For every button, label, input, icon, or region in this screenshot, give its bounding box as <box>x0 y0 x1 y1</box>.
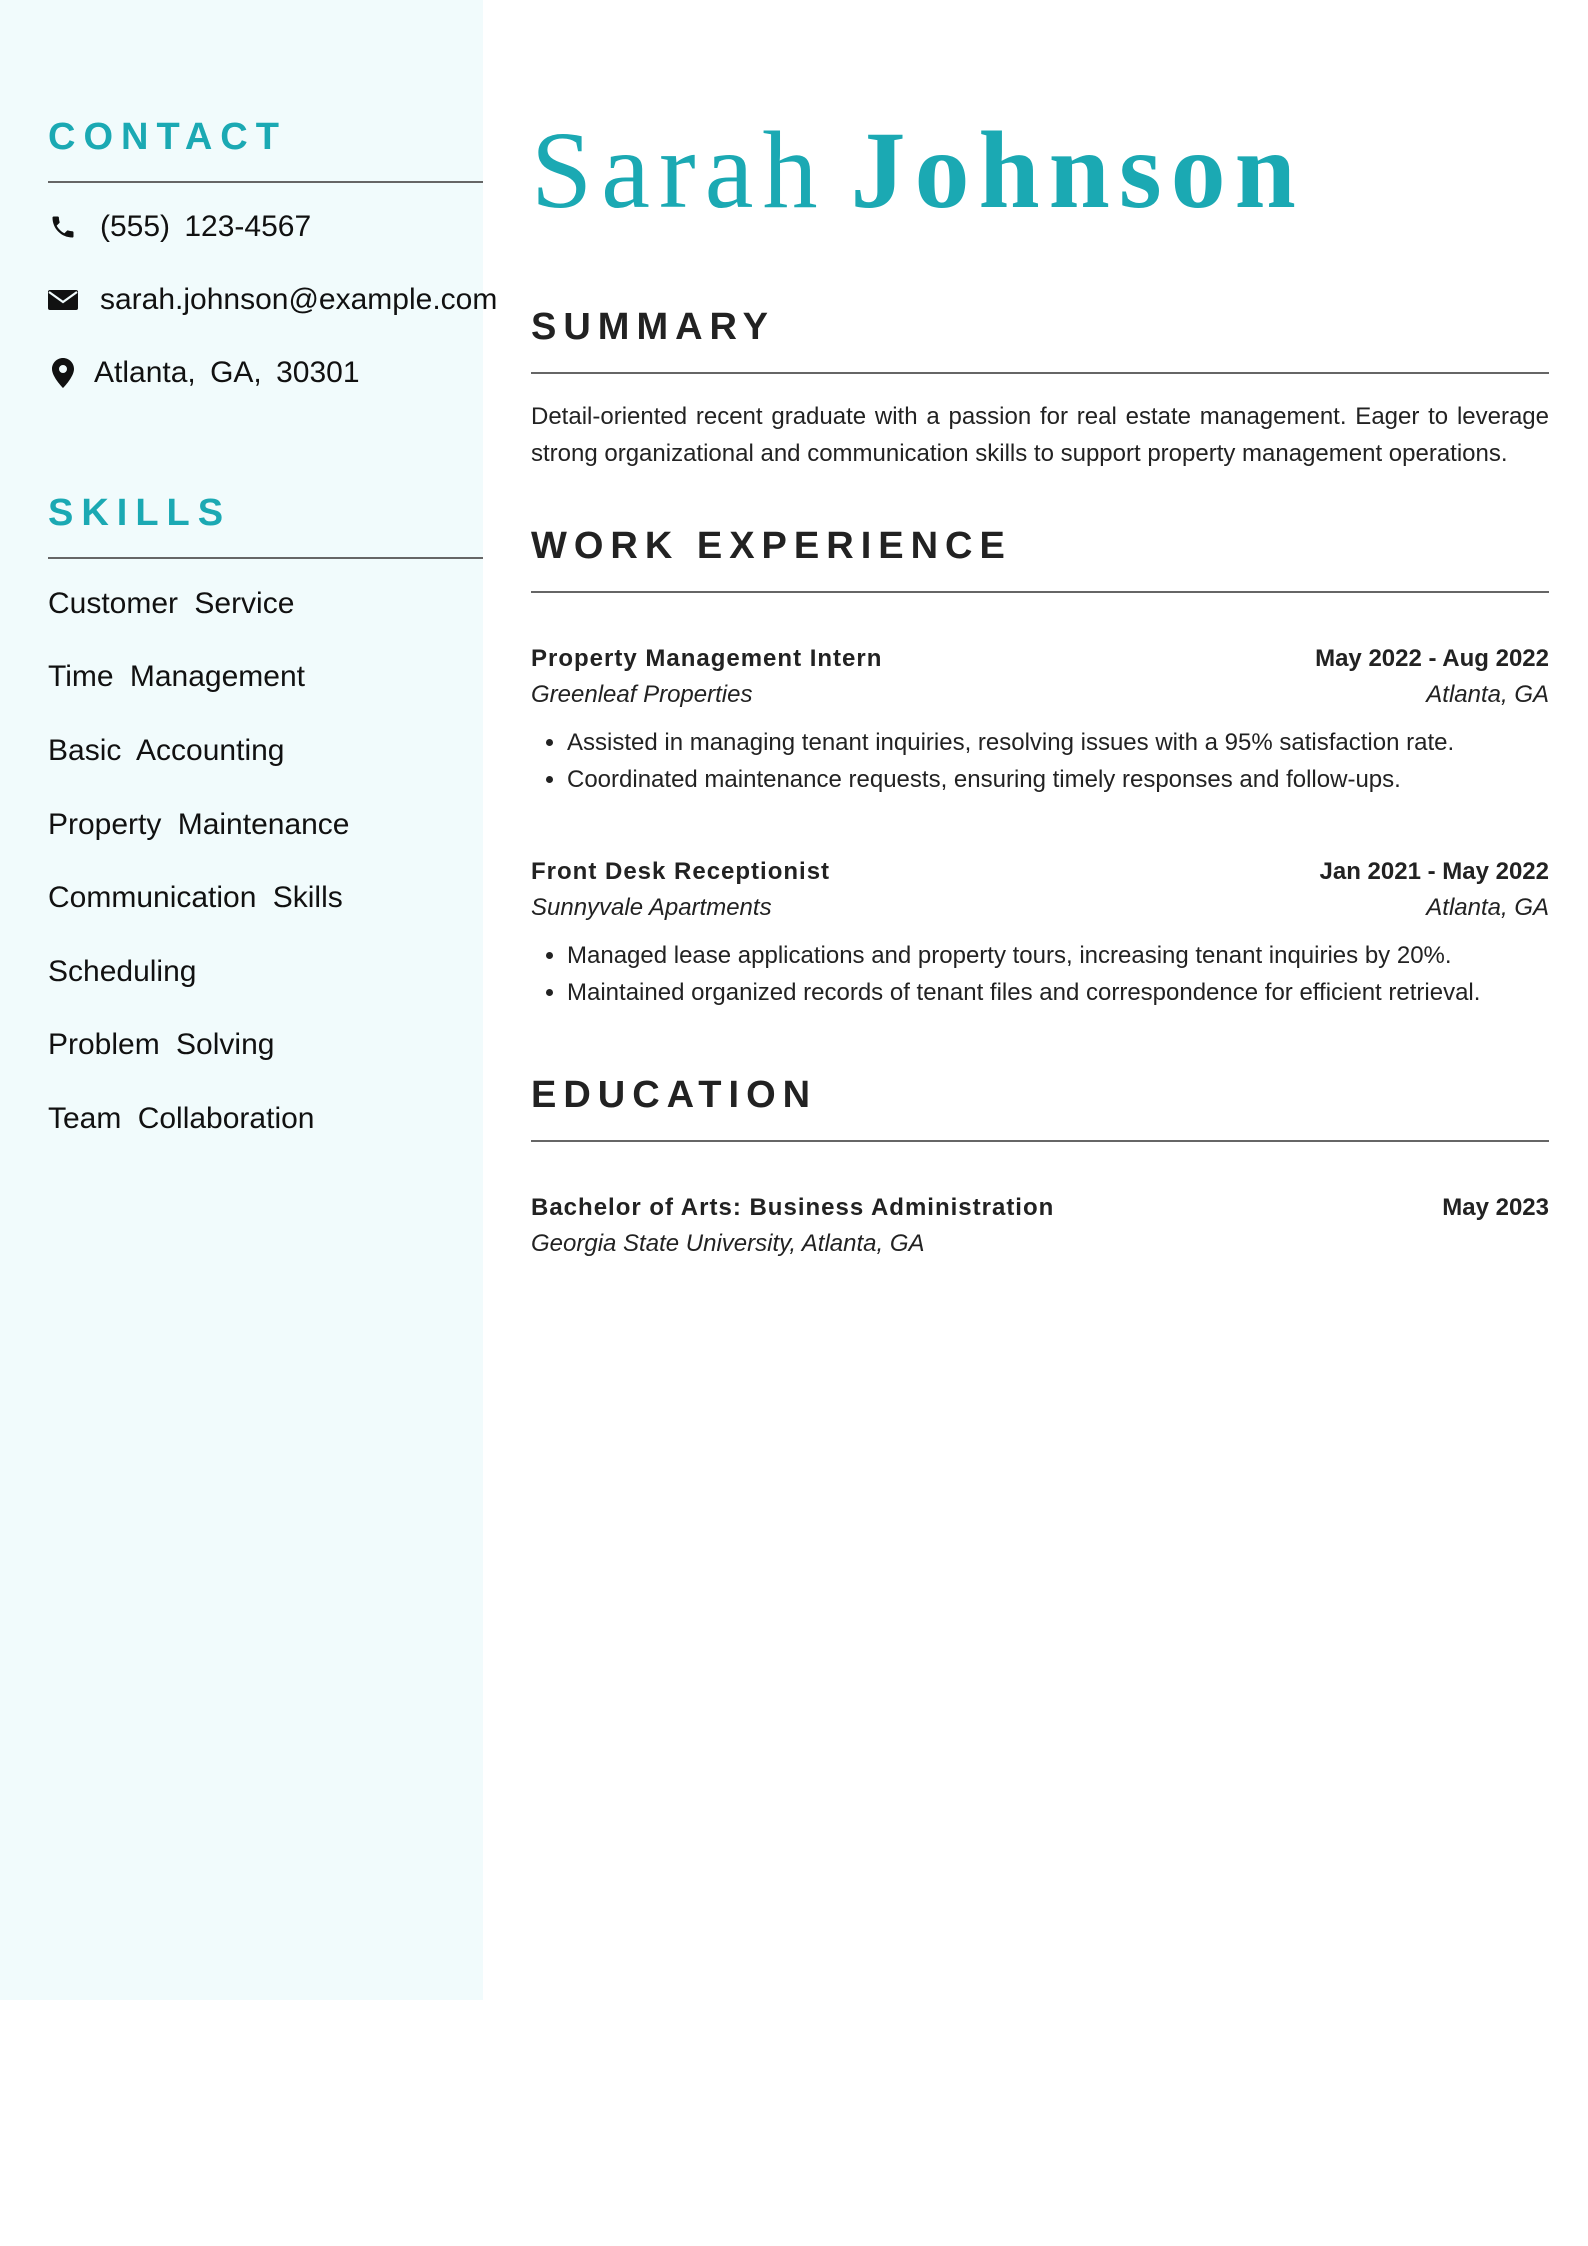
list-item: • Assisted in managing tenant inquiries, resolving issues with a 95% satisfaction rate. <box>567 724 1585 761</box>
skills-title: SKILLS <box>48 492 232 534</box>
job-header <box>531 645 1549 673</box>
job-company: Greenleaf Properties <box>531 681 753 708</box>
job-location: Atlanta, GA <box>1426 681 1549 708</box>
last-name: Johnson <box>850 109 1305 231</box>
experience-divider <box>531 591 1549 593</box>
list-item: • Managed lease applications and property tours, increasing tenant inquiries by 20%. <box>567 937 1585 974</box>
skill-item: Team Collaboration <box>48 1102 315 1135</box>
skill-item: Problem Solving <box>48 1028 275 1061</box>
skills-divider <box>48 557 483 559</box>
job-header <box>531 858 1549 886</box>
candidate-name <box>531 105 1305 235</box>
job-subheader <box>531 681 1549 709</box>
contact-title: CONTACT <box>48 116 287 158</box>
job-bullets <box>531 724 1585 798</box>
map-pin-icon <box>48 358 78 388</box>
degree: Bachelor of Arts: Business Administration <box>531 1194 1055 1221</box>
sidebar <box>0 0 498 2000</box>
envelope-icon <box>48 285 78 315</box>
job-role: Property Management Intern <box>531 645 883 672</box>
job-subheader <box>531 894 1549 922</box>
contact-phone-text: (555) 123-4567 <box>100 210 312 243</box>
education-header <box>531 1194 1549 1222</box>
contact-email[interactable] <box>48 283 497 317</box>
skill-item: Property Maintenance <box>48 808 350 841</box>
job-dates: May 2022 - Aug 2022 <box>1315 645 1549 672</box>
first-name: Sarah <box>531 109 827 231</box>
contact-location-text: Atlanta, GA, 30301 <box>94 356 360 389</box>
contact-email-text: sarah.johnson@example.com <box>100 283 498 316</box>
education-divider <box>531 1140 1549 1142</box>
contact-location <box>48 356 360 390</box>
skill-item: Basic Accounting <box>48 734 285 767</box>
job-company: Sunnyvale Apartments <box>531 894 772 921</box>
skill-item: Customer Service <box>48 587 295 620</box>
skill-item: Communication Skills <box>48 881 343 914</box>
education-subheader <box>531 1230 1549 1258</box>
job-role: Front Desk Receptionist <box>531 858 831 885</box>
experience-title: WORK EXPERIENCE <box>531 525 1012 567</box>
skill-item: Scheduling <box>48 955 197 988</box>
graduation-date: May 2023 <box>1442 1194 1549 1221</box>
summary-divider <box>531 372 1549 374</box>
job-dates: Jan 2021 - May 2022 <box>1319 858 1549 885</box>
phone-icon <box>48 212 78 242</box>
list-item: • Coordinated maintenance requests, ensuring timely responses and follow-ups. <box>567 761 1585 798</box>
job-bullets <box>531 937 1585 1011</box>
summary-title: SUMMARY <box>531 306 775 348</box>
contact-phone[interactable] <box>48 210 311 244</box>
school: Georgia State University, Atlanta, GA <box>531 1230 925 1257</box>
contact-divider <box>48 181 483 183</box>
job-location: Atlanta, GA <box>1426 894 1549 921</box>
skill-item: Time Management <box>48 660 305 693</box>
list-item: • Maintained organized records of tenant files and correspondence for efficient retrieval. <box>567 974 1585 1011</box>
education-title: EDUCATION <box>531 1074 818 1116</box>
summary-text: Detail-oriented recent graduate with a passion for real estate management. Eager to leverage strong organizational and communication skills to support property management operations. <box>531 403 1549 467</box>
